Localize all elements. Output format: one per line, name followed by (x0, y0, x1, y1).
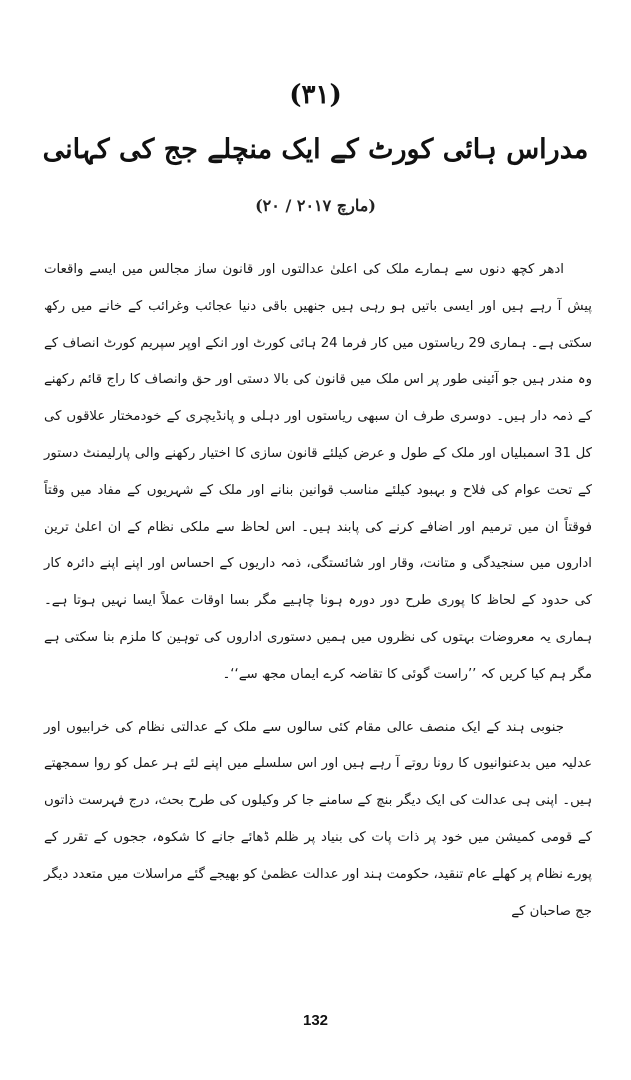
chapter-date: (۲۰ / مارچ ۲۰۱۷) (255, 196, 376, 215)
chapter-number: (۳۱) (289, 80, 342, 110)
paragraph-1: ادھر کچھ دنوں سے ہمارے ملک کی اعلیٰ عدالتوں اور قانون ساز مجالس میں ایسے واقعات پیش آ رہے ہیں اور ایسی باتیں ہو رہی ہیں جنھیں باقی دنیا عجائب وغرائب کے خانے میں رکھ سکتی ہے۔ ہماری 29 ریاستوں میں کار فرما 24 ہائی کورٹ اور انکے اوپر سپریم کورٹ انصاف کے وہ مندر ہیں جو آئینی طور پر اس ملک میں قانون کی بالا دستی اور حق وانصاف کا راج قائم رکھنے کے ذمہ دار ہیں۔ دوسری طرف ان سبھی ریاستوں اور دہلی و پانڈیچری کے خودمختار علاقوں کی کل 31 اسمبلیاں اور ملک کے طول و عرض کیلئے قانون سازی کا اختیار رکھنے والی پارلیمنٹ دستور کے تحت عوام کی فلاح و بہبود کیلئے مناسب قوانین بنانے اور ملک کے شہریوں کے مفاد میں وقتاً فوقتاً ان میں ترمیم اور اضافے کرنے کی پابند ہیں۔ اس لحاظ سے ملکی نظام کے ان اعلیٰ ترین اداروں میں سنجیدگی و متانت، وقار اور شائستگی، ذمہ داریوں کے احساس اور اپنے اپنے دائرہ کار کی حدود کے لحاظ کا پوری طرح دور دورہ ہونا چاہیے مگر بسا اوقات عملاً ایسا نہیں ہوتا ہے۔ ہماری یہ معروضات بہتوں کی نظروں میں ہمیں دستوری اداروں کی توہین کا ملزم بنا سکتی ہے مگر ہم کیا کریں کہ ’’راست گوئی کا تقاضہ کرے ایماں مجھ سے‘‘۔ (44, 262, 592, 682)
article-body (44, 252, 592, 930)
paragraph-2: جنوبی ہند کے ایک منصف عالی مقام کئی سالوں سے ملک کے عدالتی نظام کی خرابیوں اور عدلیہ میں بدعنوانیوں کا رونا روتے آ رہے ہیں اور اس سلسلے میں اپنے لئے ہر عمل کو روا سمجھتے ہیں۔ اپنی ہی عدالت کی ایک دیگر بنچ کے سامنے جا کر وکیلوں کی طرح بحث، درج فہرست ذاتوں کے قومی کمیشن میں خود پر ذات پات کی بنیاد پر ظلم ڈھائے جانے کا شکوہ، ججوں کے تقرر کے پورے نظام پر کھلے عام تنقید، حکومت ہند اور عدالت عظمیٰ کو بھیجے گئے مراسلات میں متعدد دیگر جج صاحبان کے (44, 719, 592, 919)
page-number: 132 (302, 1012, 329, 1029)
chapter-title: مدراس ہائی کورٹ کے ایک منچلے جج کی کہانی (42, 134, 589, 165)
